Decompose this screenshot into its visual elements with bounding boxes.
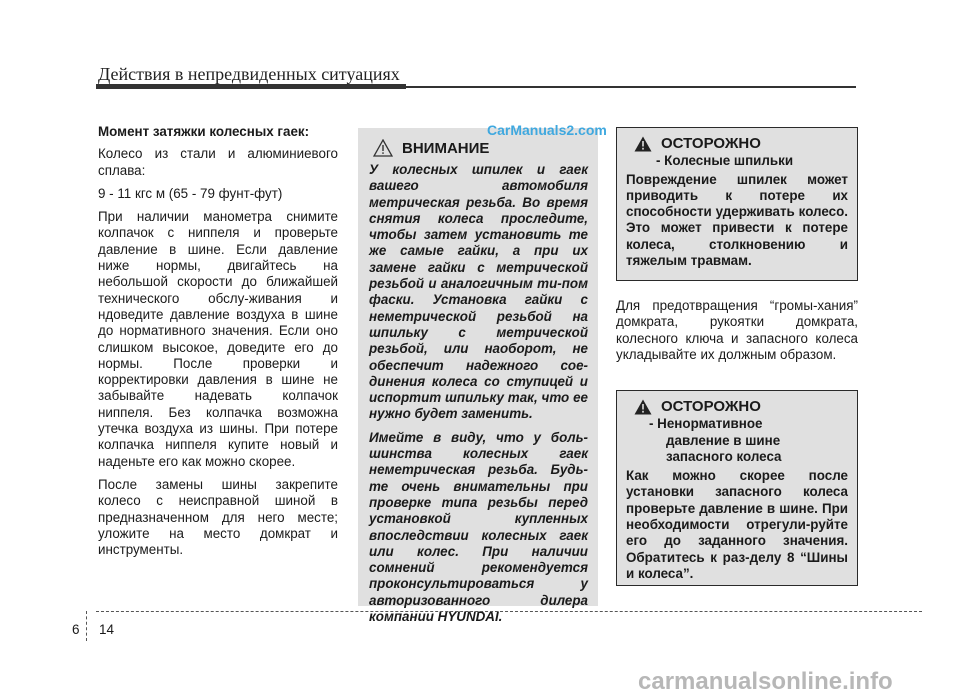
caution-header bbox=[626, 136, 848, 152]
warning-box bbox=[358, 128, 598, 625]
caution-subtitle bbox=[626, 416, 848, 465]
paragraph-tire-pressure: При наличии манометра снимите колпачок с ниппеля и проверьте давление в шине. Если давление ниже нормы, двигайтесь на небольшой скорости до ближайшей технического обслу-живания и ндоведите давление воздуха в шине до нормативного значения. Если оно слишком высокое, доведите его до нормы. После проверки и корректировки давления в шине не забывайте надевать колпачок ниппеля. Без колпачка возможна утечка воздуха из шины. При потере колпачка ниппеля купите новый и наденьте его как можно скорее. bbox=[98, 209, 338, 469]
warning-triangle-filled-icon bbox=[634, 136, 652, 152]
caution-text: Как можно скорее после установки запасного колеса проверьте давление в шине. При необходимости отрегули-руйте его до заданного значения. Обратитесь к раз-делу 8 “Шины и колеса”. bbox=[626, 468, 848, 581]
warning-triangle-filled-icon bbox=[634, 399, 652, 415]
caution-subtitle: - Колесные шпильки bbox=[656, 153, 794, 169]
paragraph-wheel-material: Колесо из стали и алюминиевого сплава: bbox=[98, 146, 338, 178]
caution-subtitle-line: - Ненормативное bbox=[649, 416, 763, 432]
caution-header bbox=[626, 399, 848, 415]
paragraph-after-replacement: После замены шины закрепите колесо с неисправной шиной в предназначенном для него месте; уложите на место домкрат и инструменты. bbox=[98, 476, 338, 558]
warning-title: ВНИМАНИЕ bbox=[402, 139, 490, 157]
warning-paragraph-metric-thread: У колесных шпилек и гаек вашего автомобиля метрическая резьба. Во время снятия колеса проследите, чтобы затем установить те же самые гайки, а при их замене гайки с метрической резьбой и аналогичным ти-пом фаски. Установка гайки с неметрической резьбой на шпильку с метрической резьбой, или наоборот, не обеспечит надежного сое-динения колеса со ступицей и испортит шпильку так, что ее нужно будет заменить. bbox=[369, 162, 588, 422]
caution-box-wheel-studs bbox=[616, 127, 858, 281]
footer-rule bbox=[96, 611, 922, 612]
warning-header bbox=[369, 138, 588, 158]
caution-text: Повреждение шпилек может приводить к потере их способности удерживать колесо. Это может привести к потере колеса, столкновению и тяжелым травмам. bbox=[626, 171, 848, 269]
header-rule-accent bbox=[96, 84, 406, 89]
caution-subtitle-line: давление в шине bbox=[666, 432, 781, 448]
torque-subheading: Момент затяжки колесных гаек: bbox=[98, 124, 310, 139]
caution-box-spare-pressure bbox=[616, 390, 858, 586]
watermark-carmanualsonline: carmanualsonline.info bbox=[638, 668, 893, 695]
paragraph-torque-value: 9 - 11 кгс м (65 - 79 фунт-фут) bbox=[98, 185, 283, 201]
left-column bbox=[98, 124, 338, 565]
chapter-number: 6 bbox=[72, 622, 80, 637]
page-number-divider bbox=[86, 611, 87, 641]
warning-triangle-outline-icon bbox=[373, 139, 393, 157]
section-header-title: Действия в непредвиденных ситуациях bbox=[98, 64, 400, 84]
warning-paragraph-non-metric: Имейте в виду, что у боль-шинства колесных гаек неметрическая резьба. Будь-те очень внимательны при проверке типа резьбы перед установкой купленных впоследствии колесных гаек или колес. При наличии сомнений рекомендуется проконсультироваться у авторизованного дилера компании HYUNDAI. bbox=[369, 429, 588, 625]
paragraph-stow-jack: Для предотвращения “громы-хания” домкрата, рукоятки домкрата, колесного ключа и запасного колеса укладывайте их должным образом. bbox=[616, 298, 858, 362]
caution-title: ОСТОРОЖНО bbox=[661, 398, 761, 415]
caution-subtitle-line: запасного колеса bbox=[666, 448, 782, 464]
caution-title: ОСТОРОЖНО bbox=[661, 135, 761, 152]
watermark-carmanuals2: CarManuals2.com bbox=[487, 122, 607, 138]
page-number: 14 bbox=[99, 622, 115, 637]
